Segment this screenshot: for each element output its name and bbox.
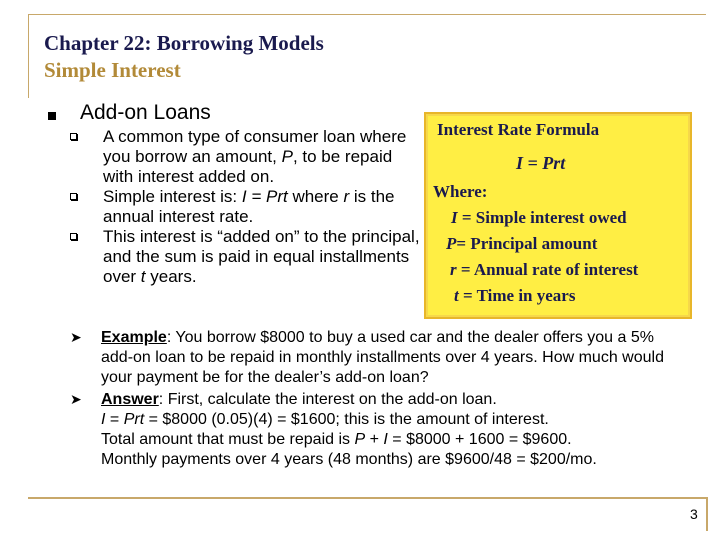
list-item-text: A common type of consumer loan where you borrow an amount,: [103, 127, 407, 166]
definition-item: [451, 208, 627, 228]
list-item-text: Simple interest is:: [103, 187, 242, 206]
hollow-square-bullet-icon: [70, 133, 77, 140]
answer-line-1-text: : First, calculate the interest on the add-on loan.: [158, 391, 497, 408]
answer-text-part: = $8000 (0.05)(4) = $1600; this is the amount of interest.: [144, 411, 549, 428]
main-bullet-heading: Add-on Loans: [80, 101, 211, 124]
answer-line-2: [101, 410, 690, 430]
answer-line-3: [101, 430, 690, 450]
frame-top-line: [28, 14, 706, 15]
formula-where-label: Where:: [433, 182, 488, 201]
list-item: [70, 187, 420, 227]
answer-text: [101, 390, 690, 470]
formula-equation: [516, 153, 565, 174]
page-number: 3: [690, 506, 698, 522]
list-item-text: This interest is “added on” to the principal, and the sum is paid in equal installments over: [103, 227, 420, 286]
definition-text: = Time in years: [458, 286, 576, 305]
sub-bullet-list: [70, 127, 420, 287]
list-item-text: is the annual interest rate.: [103, 187, 395, 226]
answer-text-part: Total amount that must be repaid is: [101, 431, 355, 448]
formula-box-title: Interest Rate Formula: [437, 120, 600, 139]
variable: r: [343, 187, 350, 206]
list-item-text: , to be repaid with interest added on.: [103, 147, 393, 186]
answer-text-part: =: [105, 411, 124, 428]
list-item-text: years.: [145, 267, 197, 286]
definition-item: [454, 286, 575, 306]
arrowhead-bullet-icon: ➤: [70, 329, 82, 345]
hollow-square-bullet-icon: [70, 233, 77, 240]
slide-title: [44, 30, 324, 84]
frame-right-line: [706, 497, 708, 531]
definition-item: [446, 234, 597, 254]
variable: Prt: [123, 411, 145, 428]
variable: t: [454, 286, 459, 305]
square-bullet-icon: [48, 112, 56, 120]
answer-block: [70, 390, 690, 470]
example-block: [70, 328, 690, 388]
variable: P: [446, 234, 457, 253]
frame-left-line: [28, 14, 29, 98]
variable: P: [281, 147, 293, 166]
example-text: [101, 328, 690, 388]
arrowhead-bullet-icon: ➤: [70, 391, 82, 407]
example-label: Example: [101, 329, 167, 346]
list-item: [70, 127, 420, 187]
variable: t: [140, 267, 146, 286]
list-item-text: where: [287, 187, 344, 206]
slide-subtitle: Simple Interest: [44, 58, 181, 82]
variable: I: [383, 431, 388, 448]
hollow-square-bullet-icon: [70, 193, 77, 200]
variable: I: [451, 208, 458, 227]
answer-line-4: Monthly payments over 4 years (48 months) are $9600/48 = $200/mo.: [101, 451, 597, 468]
list-item: [70, 227, 420, 287]
definition-text: = Simple interest owed: [457, 208, 627, 227]
frame-bottom-line: [28, 497, 706, 499]
variable: I = Prt: [241, 187, 288, 206]
variable: P: [354, 431, 366, 448]
answer-line-1: [101, 390, 690, 410]
example-body: : You borrow $8000 to buy a used car and the dealer offers you a 5% add-on loan to be repaid in monthly installments over 4 years. How much would your payment be for the dealer’s add-on loan?: [101, 329, 664, 386]
answer-text-part: = $8000 + 1600 = $9600.: [387, 431, 572, 448]
answer-label: Answer: [101, 391, 159, 408]
equation-text: I = Prt: [516, 153, 566, 173]
definition-text: = Annual rate of interest: [456, 260, 639, 279]
answer-text-part: +: [365, 431, 384, 448]
variable: I: [101, 411, 106, 428]
formula-box: [424, 112, 692, 319]
definition-text: = Principal amount: [456, 234, 598, 253]
slide-title-text: Chapter 22: Borrowing Models: [44, 31, 324, 55]
definition-item: [450, 260, 638, 280]
variable: r: [450, 260, 457, 279]
